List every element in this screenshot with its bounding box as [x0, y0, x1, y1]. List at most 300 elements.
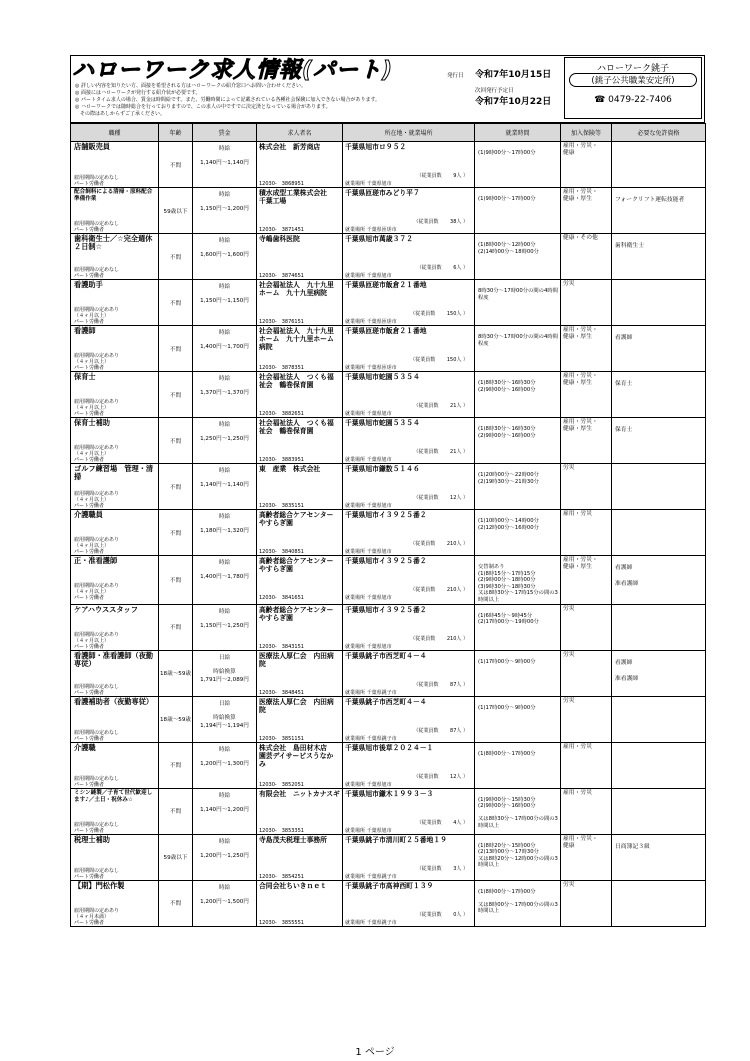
contract-period: 雇用期間の定めあり （４ヶ月以上）: [74, 307, 120, 319]
wage-cell: [193, 326, 257, 372]
job-title: ミシン縫製／子育て世代歓迎します♪／土日・祝休み☆: [74, 789, 153, 803]
contract-period: 雇用期間の定めなし: [74, 729, 120, 736]
wage-cell: [193, 280, 257, 326]
license-cell: [612, 280, 706, 326]
col-job: 職種: [71, 124, 159, 142]
contract-period: 雇用期間の定めなし: [74, 221, 120, 227]
employee-count: （従業員数 12人 ）: [413, 495, 468, 501]
license-cell: [612, 788, 706, 834]
location-cell: [343, 142, 475, 188]
workplace: 就業場所 千葉県旭市: [345, 595, 392, 601]
table-row[interactable]: [71, 604, 706, 650]
address: 千葉県旭市鎌木１９９３－３: [345, 789, 434, 798]
employer-name: 高齢者総合ケアセンター やすらぎ園: [259, 557, 341, 573]
table-row[interactable]: [71, 834, 706, 880]
license: [612, 605, 705, 613]
workplace: 就業場所 千葉県旭市: [345, 503, 392, 509]
job-cell: [71, 880, 159, 926]
location-cell: [343, 234, 475, 280]
license: 看護師 准看護師: [615, 565, 639, 587]
workplace: 就業場所 千葉県匝瑳市: [345, 319, 397, 325]
wage-cell: [193, 880, 257, 926]
employer-cell: [257, 234, 343, 280]
header-row: [71, 124, 706, 142]
worker-type: パート労働者: [74, 273, 105, 279]
wage-cell: [193, 742, 257, 788]
job-cell: [71, 834, 159, 880]
work-hours: (1)9時00分～17時00分: [478, 150, 536, 156]
employee-count: （従業員数 0人 ）: [416, 911, 468, 918]
age-cell: 不問: [159, 880, 193, 926]
employer-cell: [257, 280, 343, 326]
job-cell: [71, 556, 159, 605]
age-cell: 不問: [159, 464, 193, 510]
insurance: 労災: [563, 605, 575, 612]
insurance: 雇用・労災: [563, 789, 592, 796]
employer-cell: [257, 604, 343, 650]
insurance-cell: [561, 280, 612, 326]
location-cell: [343, 418, 475, 464]
address: 千葉県旭市イ３９２５番２: [345, 605, 427, 614]
insurance: 労災: [563, 465, 575, 471]
employee-count: （従業員数 210人 ）: [410, 635, 468, 642]
work-hours: (1)8時30分～16時30分 (2)9時00分～16時00分: [478, 426, 536, 439]
insurance-cell: [561, 880, 612, 926]
worker-type: パート労働者: [74, 503, 105, 509]
job-number: 12030- 3882651: [259, 411, 304, 417]
job-number: 12030- 3848451: [259, 689, 304, 696]
employee-count: （従業員数 150人 ）: [410, 311, 468, 317]
note-line: ◎ ハローワークでは随時総合を行っておりますので、この求人の中ですでに決定済となっている場合があります。: [75, 104, 331, 110]
wage-cell: [193, 188, 257, 234]
license-cell: [612, 742, 706, 788]
hours-cell: [475, 280, 561, 326]
license: 保育士: [615, 427, 633, 433]
table-row[interactable]: [71, 464, 706, 510]
job-cell: [71, 142, 159, 188]
wage-range: 1,150円～1,200円: [200, 206, 249, 212]
insurance: 労災: [563, 881, 575, 888]
license: [612, 464, 705, 472]
hours-cell: [475, 604, 561, 650]
license-cell: [612, 604, 706, 650]
location-cell: [343, 464, 475, 510]
worker-type: パート労働者: [74, 919, 105, 926]
location-cell: [343, 510, 475, 556]
wage-cell: [193, 696, 257, 742]
worker-type: パート労働者: [74, 827, 105, 834]
employer-name: 社会福祉法人 つくも福祉会 鶴巻保育園: [259, 419, 334, 435]
employer-cell: [257, 650, 343, 696]
job-cell: [71, 326, 159, 372]
worker-type: パート労働者: [74, 643, 105, 650]
wage-range: 1,140円～1,140円: [200, 482, 249, 488]
insurance: 労災: [563, 281, 575, 287]
work-hours: (1)17時00分～9時00分: [478, 658, 536, 665]
employer-name: 社会福祉法人 九十九里ホーム 九十九里病院: [259, 281, 334, 297]
next-issue-label: 次回発行予定日: [475, 88, 514, 94]
job-number: 12030- 3854251: [259, 873, 304, 880]
table-row[interactable]: [71, 188, 706, 234]
work-hours: (1)8時00分～17時00分: [478, 750, 536, 757]
wage-cell: [193, 234, 257, 280]
address: 千葉県匝瑳市飯倉２１番地: [345, 281, 427, 289]
wage-type: 時給: [218, 514, 231, 520]
insurance: 雇用・労災・ 健康・厚生: [563, 373, 598, 386]
work-hours: 8時30分～17時00分の間の4時間程度: [478, 334, 558, 347]
insurance-cell: [561, 696, 612, 742]
wage-type: 時給: [218, 422, 231, 428]
wage-type: 時給: [218, 376, 231, 382]
insurance-cell: [561, 834, 612, 880]
work-hours: 8時30分～17時00分の間の4時間程度: [478, 288, 558, 301]
contract-period: 雇用期間の定めあり （４ヶ月以上）: [74, 537, 120, 549]
job-title: 保育士: [74, 372, 96, 381]
table-row[interactable]: [71, 234, 706, 280]
insurance: 雇用・労災・ 健康・厚生: [563, 327, 598, 340]
insurance: 健康・その他: [563, 235, 598, 241]
employer-name: 合同会社ちいきｎｅｔ: [259, 881, 327, 890]
address: 千葉県銚子市西芝町４－４: [345, 651, 427, 660]
address: 千葉県旭市ロ９５２: [345, 143, 407, 151]
insurance-cell: [561, 418, 612, 464]
license: 保育士: [615, 381, 633, 387]
worker-type: パート労働者: [74, 181, 105, 187]
address: 千葉県旭市蛇園５３５４: [345, 419, 420, 427]
age-cell: 59歳以下: [159, 834, 193, 880]
job-title: 店舗販売員: [74, 142, 110, 151]
age-cell: 不問: [159, 510, 193, 556]
job-cell: [71, 742, 159, 788]
header-notes: [75, 83, 445, 118]
hours-cell: [475, 742, 561, 788]
hours-cell: [475, 418, 561, 464]
workplace: 就業場所 千葉県旭市: [345, 643, 392, 650]
wage-range: 1,250円～1,250円: [200, 436, 249, 442]
wage-type: 時給: [218, 560, 231, 566]
wage-range: 1,200円～1,500円: [200, 898, 249, 905]
job-cell: [71, 464, 159, 510]
wage-type: 時給: [218, 608, 231, 615]
insurance: 雇用・労災・ 健康・厚生: [563, 419, 598, 432]
published-date: 令和7年10月15日: [475, 70, 552, 80]
job-title: 歯科衛生士／☆完全週休２日制☆: [74, 234, 153, 251]
employer-cell: [257, 834, 343, 880]
worker-type: パート労働者: [74, 595, 105, 601]
work-hours: (1)17時00分～9時00分: [478, 704, 536, 711]
insurance: 雇用・労災・ 健康・厚生: [563, 557, 598, 570]
hours-cell: [475, 834, 561, 880]
worker-type: パート労働者: [74, 549, 105, 555]
age-cell: 18歳～59歳: [159, 650, 193, 696]
license-cell: [612, 418, 706, 464]
job-table: [70, 123, 706, 927]
workplace: 就業場所 千葉県旭市: [345, 181, 392, 187]
license-cell: [612, 234, 706, 280]
insurance: 雇用・労災: [563, 511, 592, 517]
wage-range: 1,600円～1,600円: [200, 252, 249, 258]
job-cell: [71, 372, 159, 418]
col-license: 必要な免許資格: [612, 124, 706, 142]
address: 千葉県銚子市高神西町１３９: [345, 881, 434, 890]
worker-type: パート労働者: [74, 689, 105, 696]
employer-cell: [257, 510, 343, 556]
wage-cell: [193, 556, 257, 605]
work-hours: (1)6時45分～9時45分 (2)17時00分～19時00分: [478, 612, 539, 626]
workplace: 就業場所 千葉県旭市: [345, 273, 392, 279]
work-hours: (1)8時30分～16時30分 (2)9時00分～16時00分: [478, 380, 536, 393]
insurance: 雇用・労災・ 健康: [563, 835, 598, 849]
employer-cell: [257, 188, 343, 234]
table-row[interactable]: [71, 650, 706, 696]
job-cell: [71, 510, 159, 556]
insurance: 雇用・労災: [563, 743, 592, 750]
insurance-cell: [561, 788, 612, 834]
employee-count: （従業員数 9人 ）: [416, 173, 468, 179]
worker-type: パート労働者: [74, 411, 105, 417]
wage-type: 日給: [218, 700, 231, 707]
insurance-cell: [561, 556, 612, 605]
employer-name: 高齢者総合ケアセンター やすらぎ園: [259, 605, 341, 622]
wage-cell: [193, 788, 257, 834]
wage-type: 時給: [218, 284, 231, 290]
license-cell: [612, 510, 706, 556]
employer-cell: [257, 880, 343, 926]
table-row[interactable]: [71, 556, 706, 605]
wage-range: 1,150円～1,250円: [200, 622, 249, 629]
worker-type: パート労働者: [74, 735, 105, 742]
employer-cell: [257, 742, 343, 788]
table-row[interactable]: [71, 510, 706, 556]
license: [612, 280, 705, 288]
job-number: 12030- 3835151: [259, 503, 304, 509]
contract-period: 雇用期間の定めなし: [74, 267, 120, 273]
insurance-cell: [561, 742, 612, 788]
address: 千葉県銚子市西芝町４－４: [345, 697, 427, 706]
work-hours: (1)8時00分～12時00分 (2)14時00分～18時00分: [478, 242, 539, 255]
wage-range: 1,400円～1,780円: [200, 574, 249, 580]
table-row[interactable]: [71, 696, 706, 742]
license-cell: [612, 650, 706, 696]
address: 千葉県銚子市清川町２５番地１９: [345, 835, 447, 844]
page-title: ハローワーク求人情報(パート): [72, 58, 394, 83]
address: 千葉県旭市イ３９２５番２: [345, 557, 427, 565]
employer-name: 社会福祉法人 つくも福祉会 鶴巻保育園: [259, 373, 334, 389]
location-cell: [343, 650, 475, 696]
note-line: ◎ 面接にはハローワークが発行する紹介状が必要です。: [75, 90, 201, 96]
wage-type: 時給: [218, 192, 231, 198]
license-cell: [612, 188, 706, 234]
job-title: 【期】門松作製: [74, 880, 125, 890]
license: 日商簿記３級: [615, 843, 650, 850]
job-title: 看護師: [74, 326, 96, 335]
office-subname: (銚子公共職業安定所): [569, 73, 697, 87]
workplace: 就業場所 千葉県旭市: [345, 457, 392, 463]
work-hours: (1)8時20分～15時00分 (2)13時00分～17時30分 又は8時20分～12時00分の間の3時間以上: [478, 842, 558, 869]
insurance: 労災: [563, 697, 575, 704]
workplace: 就業場所 千葉県旭市: [345, 827, 392, 834]
employer-name: 医療法人厚仁会 内田病院: [259, 651, 334, 668]
table-row[interactable]: [71, 372, 706, 418]
col-wage: 賃金: [193, 124, 257, 142]
license: フォークリフト運転技能者: [615, 197, 685, 203]
employee-count: （従業員数 210人 ）: [410, 587, 468, 593]
employee-count: （従業員数 6人 ）: [416, 265, 468, 271]
contract-period: 雇用期間の定めなし: [74, 175, 120, 181]
note-line: ◎ パートタイム求人の場合、賃金は時間給です。また、労働時間によって記載されている各種社会保険に加入できない場合があります。: [75, 97, 381, 103]
job-number: 12030- 3878351: [259, 365, 304, 371]
contract-period: 雇用期間の定めあり （４ヶ月未満）: [74, 907, 120, 920]
insurance-cell: [561, 464, 612, 510]
employer-name: 有限会社 ニットカナスギ: [259, 789, 340, 798]
employee-count: （従業員数 150人 ）: [410, 357, 468, 363]
license-cell: [612, 372, 706, 418]
wage-type: 時給: [218, 746, 231, 753]
table-row[interactable]: [71, 418, 706, 464]
wage-range: 1,180円～1,320円: [200, 528, 249, 534]
employee-count: （従業員数 21人 ）: [413, 403, 468, 409]
location-cell: [343, 742, 475, 788]
job-cell: [71, 234, 159, 280]
address: 千葉県旭市鎌数５１４６: [345, 465, 420, 473]
location-cell: [343, 280, 475, 326]
employee-count: （従業員数 3人 ）: [416, 865, 468, 872]
insurance-cell: [561, 372, 612, 418]
address: 千葉県旭市イ３９２５番２: [345, 511, 427, 519]
age-cell: 不問: [159, 142, 193, 188]
contract-period: 雇用期間の定めなし: [74, 775, 120, 782]
job-title: 保育士補助: [74, 418, 110, 427]
wage-type: 時給: [218, 838, 231, 845]
employer-cell: [257, 464, 343, 510]
hours-cell: [475, 142, 561, 188]
wage-range: 1,150円～1,150円: [200, 298, 249, 304]
wage-range: 1,200円～1,300円: [200, 760, 249, 767]
wage-range: 1,400円～1,700円: [200, 344, 249, 350]
employer-name: 株式会社 島田材木店 園芸デイサービスうなかみ: [259, 743, 334, 768]
hours-cell: [475, 188, 561, 234]
job-title: ケアハウススタッフ: [74, 604, 138, 614]
contract-period: 雇用期間の定めなし: [74, 683, 120, 690]
employee-count: （従業員数 210人 ）: [410, 541, 468, 547]
wage-type: 時給: [218, 468, 231, 474]
job-number: 12030- 3852051: [259, 781, 304, 788]
contract-period: 雇用期間の定めなし: [74, 867, 120, 874]
license: [612, 697, 705, 705]
employer-cell: [257, 142, 343, 188]
job-number: 12030- 3868951: [259, 181, 304, 187]
job-title: 看護師・准看護師（夜勤専従）: [74, 650, 154, 668]
age-cell: 18歳～59歳: [159, 696, 193, 742]
job-number: 12030- 3874651: [259, 273, 304, 279]
wage-type: 時給: [218, 238, 231, 244]
location-cell: [343, 372, 475, 418]
worker-type: パート労働者: [74, 319, 105, 325]
employer-name: 社会福祉法人 九十九里ホーム 九十九里ホーム病院: [259, 327, 334, 351]
job-number: 12030- 3883951: [259, 457, 304, 463]
employer-name: 寺嶋歯科医院: [259, 235, 300, 243]
note-line: その際はあしからずご了承ください。: [75, 111, 166, 117]
license-cell: [612, 834, 706, 880]
license-cell: [612, 696, 706, 742]
employer-cell: [257, 696, 343, 742]
wage-range: 1,140円～1,140円: [200, 160, 249, 166]
age-cell: 59歳以下: [159, 188, 193, 234]
location-cell: [343, 556, 475, 605]
employee-count: （従業員数 21人 ）: [413, 449, 468, 455]
job-number: 12030- 3840851: [259, 549, 304, 555]
work-hours: (1)10時00分～14時00分 (2)12時00分～16時00分: [478, 518, 539, 531]
insurance-cell: [561, 510, 612, 556]
license: [612, 743, 705, 751]
employer-name: 東 産業 株式会社: [259, 465, 321, 473]
work-hours: (1)20時00分～22時00分 (2)19時30分～21時30分: [478, 472, 539, 485]
insurance: 労災: [563, 651, 575, 658]
license: 看護師 准看護師: [615, 659, 639, 682]
age-cell: 不問: [159, 556, 193, 605]
workplace: 就業場所 千葉県銚子市: [345, 873, 397, 880]
table-row[interactable]: [71, 788, 706, 834]
insurance-cell: [561, 326, 612, 372]
job-number: 12030- 3853351: [259, 827, 304, 834]
location-cell: [343, 880, 475, 926]
license-cell: [612, 556, 706, 605]
job-cell: [71, 696, 159, 742]
age-cell: 不問: [159, 604, 193, 650]
address: 千葉県匝瑳市飯倉２１番地: [345, 327, 427, 335]
location-cell: [343, 834, 475, 880]
age-cell: 不問: [159, 788, 193, 834]
location-cell: [343, 188, 475, 234]
worker-type: パート労働者: [74, 457, 105, 463]
job-cell: [71, 650, 159, 696]
note-line: ◎ 詳しい内容を知りたい方、面接を希望される方はハローワークの紹介窓口へお問い合わせください。: [75, 83, 306, 89]
table-row[interactable]: [71, 880, 706, 926]
col-employer: 求人者名: [257, 124, 343, 142]
wage-cell: [193, 142, 257, 188]
wage-range: 時給換算 1,791円～2,089円: [200, 668, 249, 683]
job-number: 12030- 3876151: [259, 319, 304, 325]
hours-cell: [475, 788, 561, 834]
license: [612, 789, 705, 797]
worker-type: パート労働者: [74, 365, 105, 371]
age-cell: 不問: [159, 326, 193, 372]
employer-name: 医療法人厚仁会 内田病院: [259, 697, 334, 714]
license: 歯科衛生士: [615, 243, 644, 249]
employer-name: 高齢者総合ケアセンター やすらぎ園: [259, 511, 341, 527]
contract-period: 雇用期間の定めあり （４ヶ月以上）: [74, 399, 120, 411]
table-row[interactable]: [71, 326, 706, 372]
insurance-cell: [561, 234, 612, 280]
location-cell: [343, 696, 475, 742]
worker-type: パート労働者: [74, 227, 105, 233]
hours-cell: [475, 326, 561, 372]
insurance-cell: [561, 650, 612, 696]
employer-name: 積水成型工業株式会社 千葉工場: [259, 189, 334, 205]
table-row[interactable]: [71, 742, 706, 788]
table-row[interactable]: [71, 280, 706, 326]
job-number: 12030- 3843151: [259, 643, 304, 650]
table-row[interactable]: [71, 142, 706, 188]
workplace: 就業場所 千葉県匝瑳市: [345, 365, 397, 371]
office-phone: ☎ 0479-22-7406: [594, 95, 672, 105]
worker-type: パート労働者: [74, 781, 105, 788]
col-location: 所在地・就業場所: [343, 124, 475, 142]
location-cell: [343, 604, 475, 650]
job-cell: [71, 418, 159, 464]
address: 千葉県旭市蛇園５３５４: [345, 373, 420, 381]
worker-type: パート労働者: [74, 873, 105, 880]
